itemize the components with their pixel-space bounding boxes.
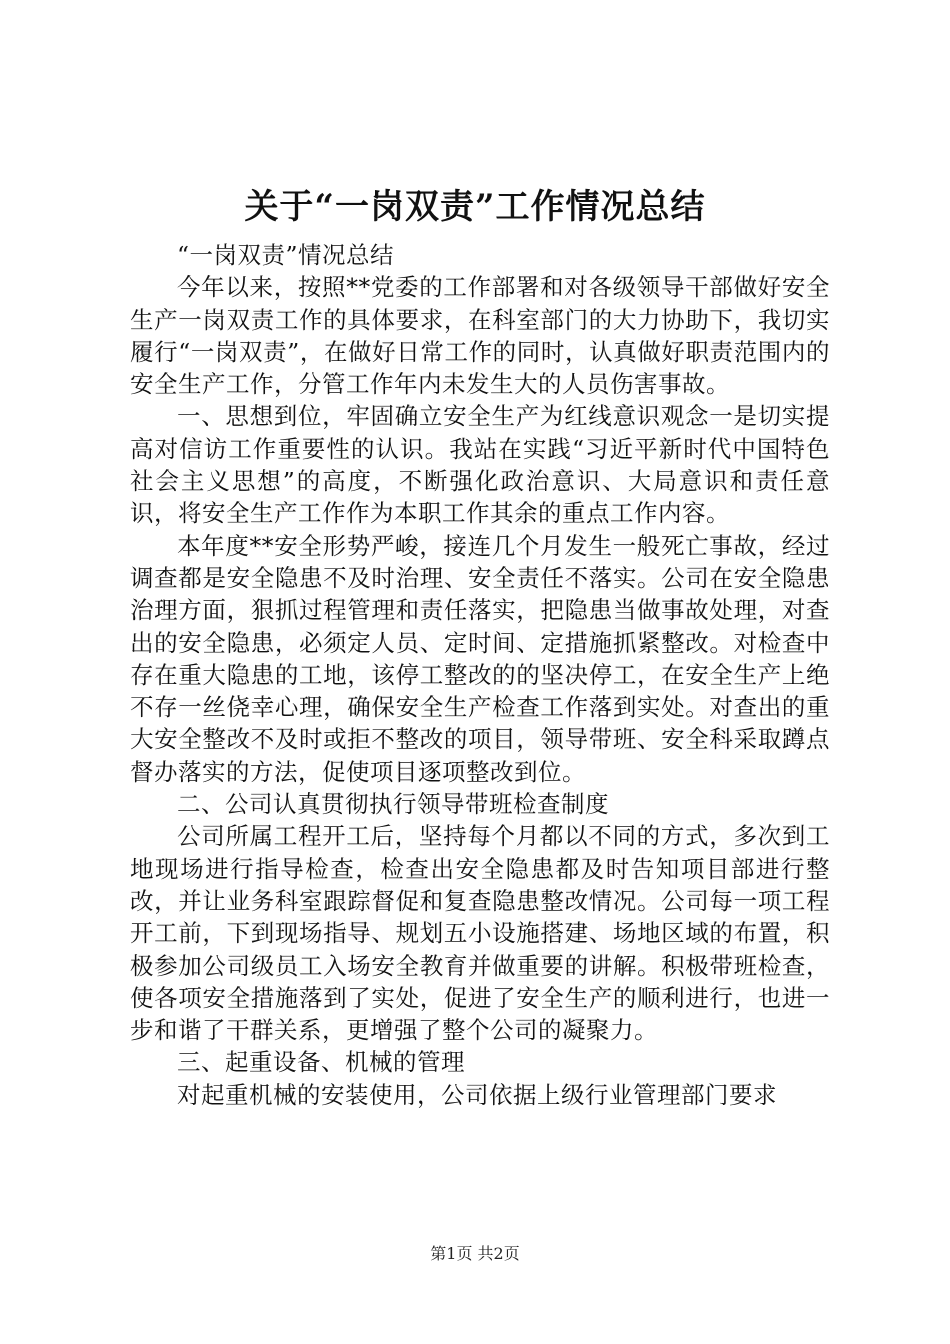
- paragraph-intro: 今年以来，按照**党委的工作部署和对各级领导干部做好安全生产一岗双责工作的具体要求，在科室部门的大力协助下，我切实履行“一岗双责”，在做好日常工作的同时，认真做好职责范围内的安全生产工作，分管工作年内未发生大的人员伤害事故。: [130, 273, 830, 399]
- document-body: [130, 239, 830, 1111]
- paragraph-section-one: 一、思想到位，牢固确立安全生产为红线意识观念一是切实提高对信访工作重要性的认识。我站在实践“习近平新时代中国特色社会主义思想”的高度，不断强化政治意识、大局意识和责任意识，将安全生产工作作为本职工作其余的重点工作内容。: [130, 402, 830, 528]
- section-heading-two: 二、公司认真贯彻执行领导带班检查制度: [177, 790, 609, 819]
- page-number-footer: 第1页 共2页: [430, 1244, 520, 1263]
- paragraph-section-three: 对起重机械的安装使用，公司依据上级行业管理部门要求: [177, 1080, 777, 1109]
- section-heading-three: 三、起重设备、机械的管理: [177, 1048, 465, 1077]
- paragraph-subtitle: “一岗双责”情况总结: [177, 241, 395, 269]
- paragraph-safety-situation: 本年度**安全形势严峻，接连几个月发生一般死亡事故，经过调查都是安全隐患不及时治理、安全责任不落实。公司在安全隐患治理方面，狠抓过程管理和责任落实，把隐患当做事故处理，对查出的安全隐患，必须定人员、定时间、定措施抓紧整改。对检查中存在重大隐患的工地，该停工整改的的坚决停工，在安全生产上绝不存一丝侥幸心理，确保安全生产检查工作落到实处。对查出的重大安全整改不及时或拒不整改的项目，领导带班、安全科采取蹲点督办落实的方法，促使项目逐项整改到位。: [130, 531, 830, 786]
- paragraph-section-two: 公司所属工程开工后，坚持每个月都以不同的方式，多次到工地现场进行指导检查，检查出安全隐患都及时告知项目部进行整改，并让业务科室跟踪督促和复查隐患整改情况。公司每一项工程开工前，下到现场指导、规划五小设施搭建、场地区域的布置，积极参加公司级员工入场安全教育并做重要的讲解。积极带班检查，使各项安全措施落到了实处，促进了安全生产的顺利进行，也进一步和谐了干群关系，更增强了整个公司的凝聚力。: [130, 822, 830, 1045]
- document-title: 关于“一岗双责”工作情况总结: [244, 187, 706, 227]
